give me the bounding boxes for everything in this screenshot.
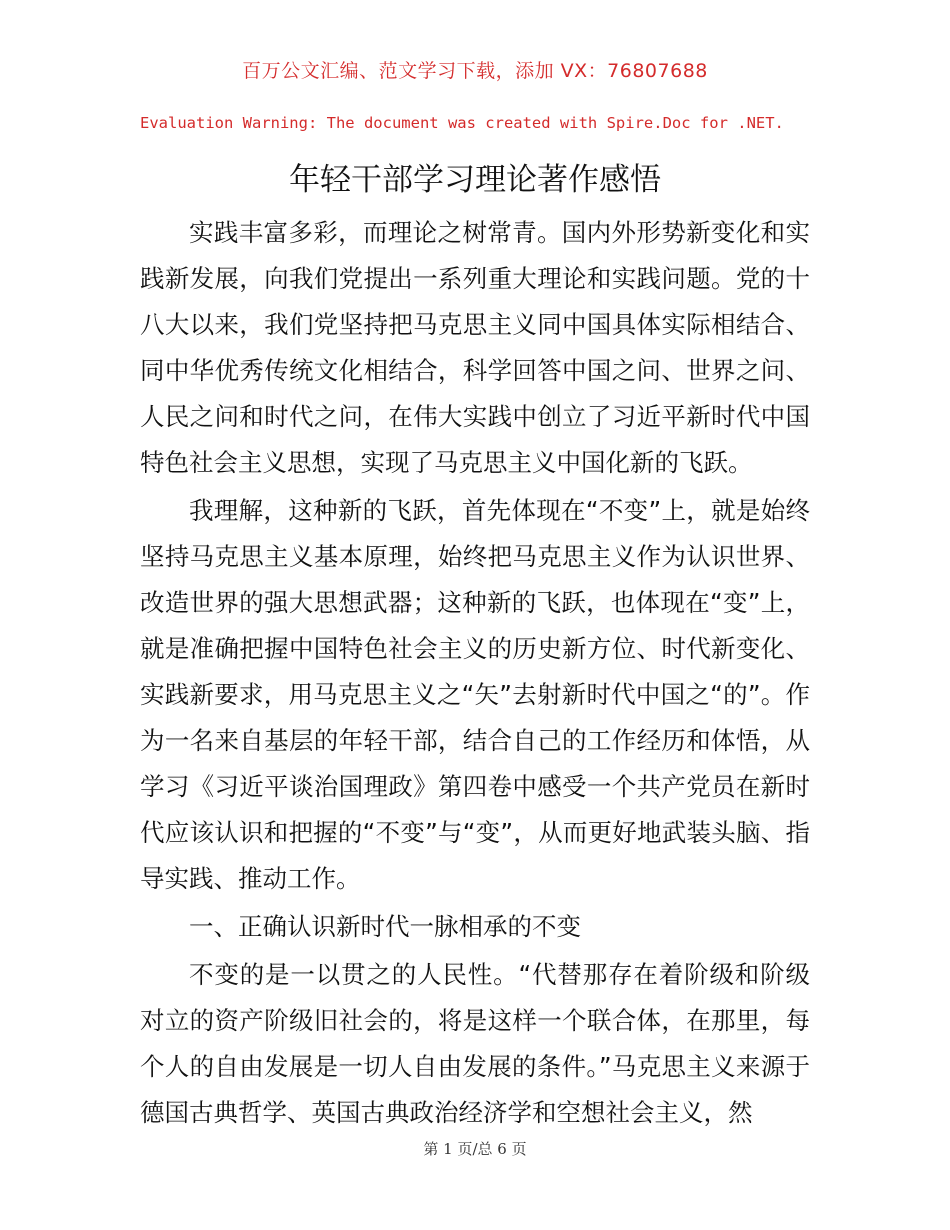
document-body (140, 210, 810, 1138)
evaluation-warning: Evaluation Warning: The document was created with Spire.Doc for .NET. (140, 114, 784, 132)
paragraph-understanding: 我理解，这种新的飞跃，首先体现在“不变”上，就是始终坚持马克思主义基本原理，始终把马克思主义作为认识世界、改造世界的强大思想武器；这种新的飞跃，也体现在“变”上，就是准确把握中国特色社会主义的历史新方位、时代新变化、实践新要求，用马克思主义之“矢”去射新时代中国之“的”。作为一名来自基层的年轻干部，结合自己的工作经历和体悟，从学习《习近平谈治国理政》第四卷中感受一个共产党员在新时代应该认识和把握的“不变”与“变”，从而更好地武装头脑、指导实践、推动工作。 (140, 496, 810, 893)
paragraph-section-1: 不变的是一以贯之的人民性。“代替那存在着阶级和阶级对立的资产阶级旧社会的，将是这样一个联合体，在那里，每个人的自由发展是一切人自由发展的条件。”马克思主义来源于德国古典哲学、英国古典政治经济学和空想社会主义，然 (140, 960, 810, 1127)
paragraph-intro: 实践丰富多彩，而理论之树常青。国内外形势新变化和实践新发展，向我们党提出一系列重大理论和实践问题。党的十八大以来，我们党坚持把马克思主义同中国具体实际相结合、同中华优秀传统文化相结合，科学回答中国之问、世界之问、人民之问和时代之问，在伟大实践中创立了习近平新时代中国特色社会主义思想，实现了马克思主义中国化新的飞跃。 (140, 218, 810, 477)
page-footer: 第 1 页/总 6 页 (423, 1140, 527, 1158)
document-title: 年轻干部学习理论著作感悟 (289, 162, 661, 198)
header-banner: 百万公文汇编、范文学习下载，添加 VX：76807688 (242, 60, 708, 82)
section-heading-1: 一、正确认识新时代一脉相承的不变 (189, 912, 581, 941)
